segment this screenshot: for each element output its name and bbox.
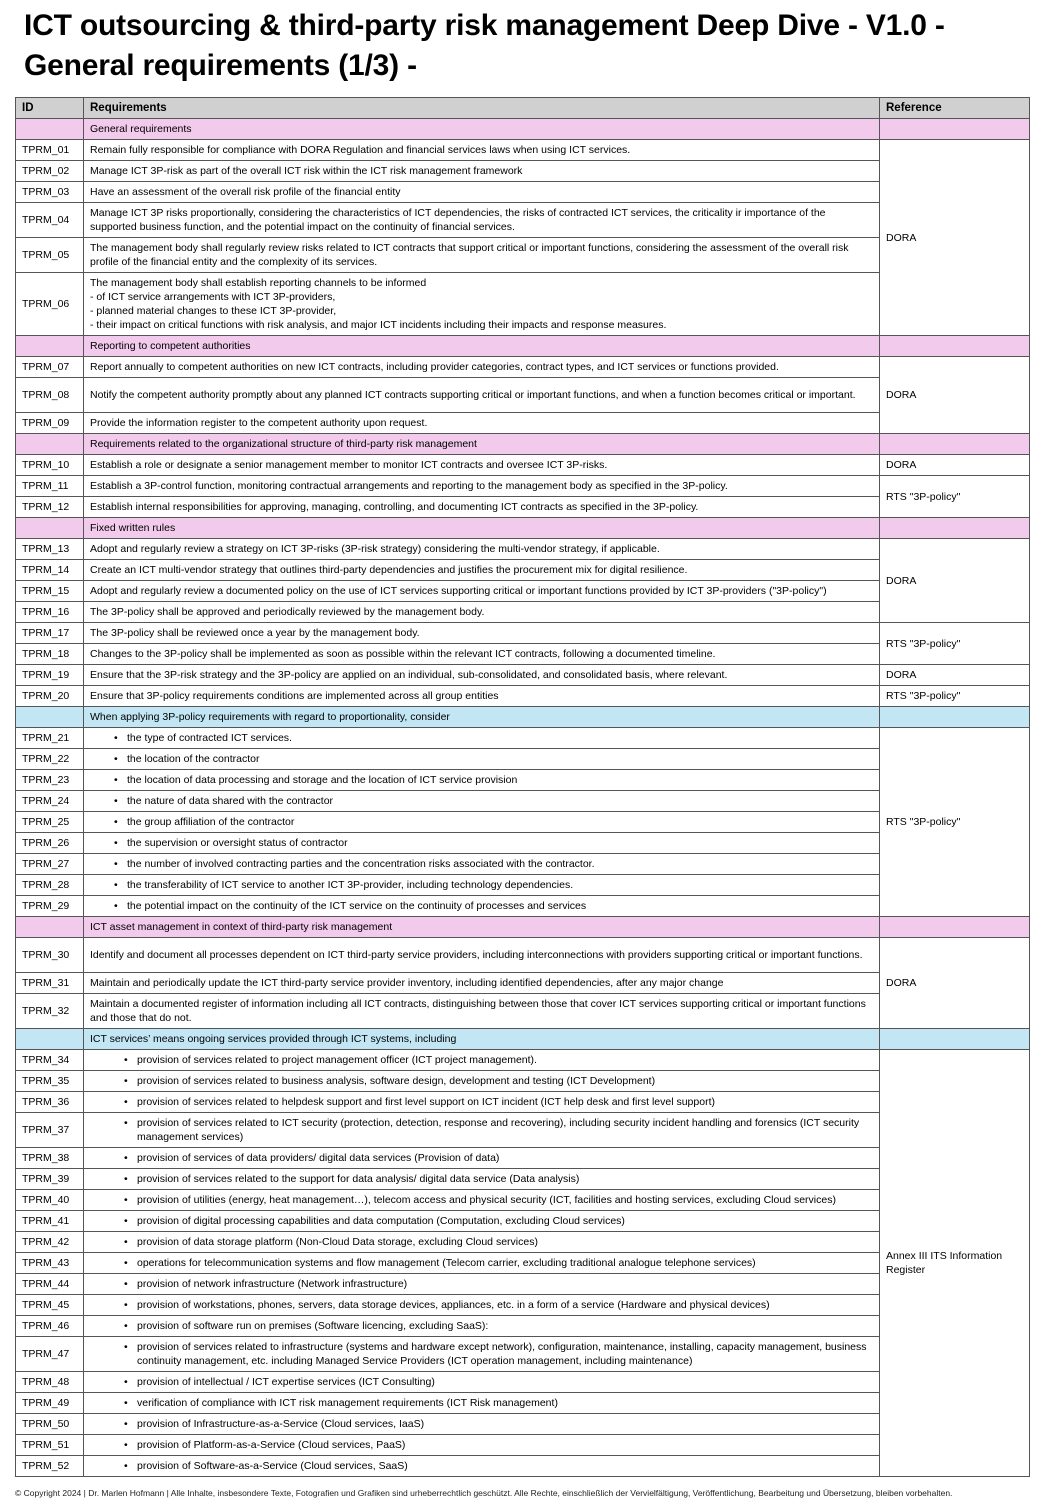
row-reference: RTS "3P-policy": [880, 623, 1030, 665]
row-id: TPRM_07: [16, 357, 84, 378]
table-row: [16, 875, 1030, 896]
table-row: [16, 539, 1030, 560]
table-row: [16, 140, 1030, 161]
row-reference: RTS "3P-policy": [880, 476, 1030, 518]
row-id: TPRM_02: [16, 161, 84, 182]
table-row: [16, 581, 1030, 602]
table-row: [16, 1148, 1030, 1169]
bullet-item: [90, 752, 873, 766]
bullet-icon: •: [124, 1194, 128, 1206]
row-text: Ensure that the 3P-risk strategy and the 3P-policy are applied on an individual, sub-consolidated, and consolidated basis, where relevant.: [84, 665, 880, 686]
row-text: provision of digital processing capabilities and data computation (Computation, excluding Cloud services): [137, 1215, 625, 1227]
row-text: Have an assessment of the overall risk profile of the financial entity: [84, 182, 880, 203]
bullet-icon: •: [114, 879, 118, 891]
bullet-icon: •: [124, 1376, 128, 1388]
row-text: Adopt and regularly review a documented policy on the use of ICT services supporting critical or important functions provided by ICT 3P-providers ("3P-policy"): [84, 581, 880, 602]
bullet-icon: •: [114, 732, 118, 744]
table-row: [16, 770, 1030, 791]
row-id: TPRM_01: [16, 140, 84, 161]
row-text: the nature of data shared with the contractor: [127, 795, 334, 807]
row-id: TPRM_30: [16, 938, 84, 973]
table-row: [16, 1316, 1030, 1337]
header-reference: Reference: [880, 98, 1030, 119]
row-text: Adopt and regularly review a strategy on ICT 3P-risks (3P-risk strategy) considering the multi-vendor strategy, if applicable.: [84, 539, 880, 560]
section-row: [16, 1029, 1030, 1050]
table-row: [16, 896, 1030, 917]
row-text-line: - their impact on critical functions with risk analysis, and major ICT incidents including their impacts and response measures.: [90, 319, 667, 331]
table-header-row: [16, 98, 1030, 119]
row-text: Establish a 3P-control function, monitoring contractual arrangements and reporting to the management body as specified in the 3P-policy.: [84, 476, 880, 497]
table-row: [16, 378, 1030, 413]
row-id: TPRM_35: [16, 1071, 84, 1092]
table-row: [16, 973, 1030, 994]
bullet-item: [90, 773, 873, 787]
row-id: TPRM_21: [16, 728, 84, 749]
bullet-item: [90, 1235, 873, 1249]
bullet-icon: •: [114, 837, 118, 849]
row-text: provision of Infrastructure-as-a-Service (Cloud services, IaaS): [137, 1418, 425, 1430]
row-id: TPRM_36: [16, 1092, 84, 1113]
table-row: [16, 833, 1030, 854]
section-title: ICT services’ means ongoing services provided through ICT systems, including: [84, 1029, 880, 1050]
row-text: provision of data storage platform (Non-Cloud Data storage, excluding Cloud services): [137, 1236, 538, 1248]
row-text: the potential impact on the continuity of the ICT service on the continuity of processes and services: [127, 900, 587, 912]
row-text: provision of services related to infrastructure (systems and hardware except network), configuration, maintenance, installing, capacity management, business continuity management, etc. including Managed Service Providers (ICT operation management, including maintenance): [137, 1341, 867, 1367]
bullet-item: [90, 1375, 873, 1389]
row-text: the number of involved contracting parties and the concentration risks associated with the contractor.: [127, 858, 595, 870]
bullet-icon: •: [114, 858, 118, 870]
row-id: TPRM_44: [16, 1274, 84, 1295]
table-row: [16, 1232, 1030, 1253]
row-text: The management body shall regularly review risks related to ICT contracts that support critical or important functions, considering the assessment of the overall risk profile of the financial entity and the complexity of its services.: [84, 238, 880, 273]
row-id: TPRM_24: [16, 791, 84, 812]
bullet-icon: •: [124, 1320, 128, 1332]
row-id: TPRM_11: [16, 476, 84, 497]
row-reference: DORA: [880, 357, 1030, 434]
bullet-icon: •: [124, 1096, 128, 1108]
row-text: Maintain a documented register of information including all ICT contracts, distinguishing between those that cover ICT services supporting critical or important functions and those that do not.: [84, 994, 880, 1029]
section-title: When applying 3P-policy requirements with regard to proportionality, consider: [84, 707, 880, 728]
bullet-item: [90, 1116, 873, 1144]
row-id: TPRM_03: [16, 182, 84, 203]
row-id: TPRM_06: [16, 273, 84, 336]
bullet-icon: •: [114, 816, 118, 828]
bullet-icon: •: [124, 1215, 128, 1227]
row-reference: DORA: [880, 539, 1030, 623]
section-row: [16, 119, 1030, 140]
row-id: TPRM_14: [16, 560, 84, 581]
page-title: ICT outsourcing & third-party risk management Deep Dive - V1.0 - General requirements (1/3) -: [24, 9, 945, 82]
row-id: TPRM_05: [16, 238, 84, 273]
row-text: provision of services related to ICT security (protection, detection, response and recovering), including security incident handling and forensics (ICT security management services): [137, 1117, 860, 1143]
row-id: TPRM_22: [16, 749, 84, 770]
row-text: provision of services related to helpdesk support and first level support on ICT incident (ICT help desk and first level support): [137, 1096, 715, 1108]
row-id: TPRM_19: [16, 665, 84, 686]
bullet-item: [90, 1095, 873, 1109]
row-text: provision of Platform-as-a-Service (Cloud services, PaaS): [137, 1439, 406, 1451]
row-id: TPRM_29: [16, 896, 84, 917]
row-id: TPRM_09: [16, 413, 84, 434]
row-text: Provide the information register to the competent authority upon request.: [84, 413, 880, 434]
table-row: [16, 1372, 1030, 1393]
row-text: provision of services related to the support for data analysis/ digital data service (Data analysis): [137, 1173, 580, 1185]
table-row: [16, 1337, 1030, 1372]
table-row: [16, 1414, 1030, 1435]
row-text: Ensure that 3P-policy requirements conditions are implemented across all group entities: [84, 686, 880, 707]
row-id: TPRM_25: [16, 812, 84, 833]
row-id: TPRM_37: [16, 1113, 84, 1148]
row-id: TPRM_31: [16, 973, 84, 994]
row-id: TPRM_26: [16, 833, 84, 854]
row-text: Notify the competent authority promptly about any planned ICT contracts supporting critical or important functions, and when a function becomes critical or important.: [84, 378, 880, 413]
section-row: [16, 917, 1030, 938]
row-id: TPRM_48: [16, 1372, 84, 1393]
table-row: [16, 1253, 1030, 1274]
section-title: General requirements: [84, 119, 880, 140]
row-text: the supervision or oversight status of contractor: [127, 837, 348, 849]
bullet-icon: •: [114, 795, 118, 807]
bullet-item: [90, 1438, 873, 1452]
table-row: [16, 273, 1030, 336]
row-text: the type of contracted ICT services.: [127, 732, 292, 744]
row-id: TPRM_34: [16, 1050, 84, 1071]
table-row: [16, 238, 1030, 273]
bullet-item: [90, 1053, 873, 1067]
bullet-icon: •: [124, 1460, 128, 1472]
bullet-item: [90, 1417, 873, 1431]
section-title: Reporting to competent authorities: [84, 336, 880, 357]
row-id: TPRM_42: [16, 1232, 84, 1253]
table-row: [16, 1092, 1030, 1113]
table-row: [16, 1211, 1030, 1232]
section-row: [16, 707, 1030, 728]
bullet-icon: •: [124, 1397, 128, 1409]
row-id: TPRM_08: [16, 378, 84, 413]
requirements-table: [15, 97, 1030, 1477]
bullet-item: [90, 857, 873, 871]
section-title: Requirements related to the organizational structure of third-party risk management: [84, 434, 880, 455]
table-row: [16, 413, 1030, 434]
row-id: TPRM_23: [16, 770, 84, 791]
header-requirements: Requirements: [84, 98, 880, 119]
bullet-item: [90, 1151, 873, 1165]
bullet-item: [90, 878, 873, 892]
row-id: TPRM_17: [16, 623, 84, 644]
row-text: Changes to the 3P-policy shall be implemented as soon as possible within the relevant ICT contracts, following a documented timeline.: [84, 644, 880, 665]
row-text: provision of Software-as-a-Service (Cloud services, SaaS): [137, 1460, 408, 1472]
row-reference: RTS "3P-policy": [880, 728, 1030, 917]
bullet-item: [90, 1459, 873, 1473]
table-row: [16, 1113, 1030, 1148]
row-text: Maintain and periodically update the ICT third-party service provider inventory, including identified dependencies, after any major change: [84, 973, 880, 994]
row-text: the location of data processing and storage and the location of ICT service provision: [127, 774, 518, 786]
copyright-footer: © Copyright 2024 | Dr. Marlen Hofmann | Alle Inhalte, insbesondere Texte, Fotografien und Grafiken sind urheberrechtlich geschützt. Alle Rechte, einschließlich der Vervielfältigung, Veröffentlichung, Bearbeitung und Übersetzung, bleiben vorbehalten.: [15, 1488, 953, 1498]
row-text: the transferability of ICT service to another ICT 3P-provider, including technology dependencies.: [127, 879, 574, 891]
table-row: [16, 182, 1030, 203]
row-text: provision of network infrastructure (Network infrastructure): [137, 1278, 408, 1290]
row-id: TPRM_51: [16, 1435, 84, 1456]
table-row: [16, 602, 1030, 623]
table-row: [16, 686, 1030, 707]
table-row: [16, 938, 1030, 973]
row-text-line: The management body shall establish reporting channels to be informed: [90, 277, 427, 289]
row-id: TPRM_50: [16, 1414, 84, 1435]
row-text: provision of services related to business analysis, software design, development and testing (ICT Development): [137, 1075, 656, 1087]
table-row: [16, 623, 1030, 644]
bullet-item: [90, 1340, 873, 1368]
table-row: [16, 1071, 1030, 1092]
bullet-item: [90, 1214, 873, 1228]
row-id: TPRM_10: [16, 455, 84, 476]
bullet-icon: •: [114, 774, 118, 786]
row-id: TPRM_27: [16, 854, 84, 875]
bullet-icon: •: [124, 1418, 128, 1430]
table-row: [16, 1456, 1030, 1477]
table-row: [16, 1190, 1030, 1211]
row-id: TPRM_45: [16, 1295, 84, 1316]
row-text: The 3P-policy shall be approved and periodically reviewed by the management body.: [84, 602, 880, 623]
table-row: [16, 644, 1030, 665]
row-id: TPRM_46: [16, 1316, 84, 1337]
row-text: The 3P-policy shall be reviewed once a year by the management body.: [84, 623, 880, 644]
bullet-item: [90, 836, 873, 850]
row-reference: Annex III ITS Information Register: [880, 1050, 1030, 1477]
row-id: TPRM_43: [16, 1253, 84, 1274]
bullet-icon: •: [124, 1117, 128, 1129]
bullet-item: [90, 1277, 873, 1291]
table-row: [16, 854, 1030, 875]
header-id: ID: [16, 98, 84, 119]
row-reference: DORA: [880, 140, 1030, 336]
row-id: TPRM_28: [16, 875, 84, 896]
section-row: [16, 518, 1030, 539]
bullet-icon: •: [124, 1075, 128, 1087]
table-row: [16, 357, 1030, 378]
bullet-icon: •: [114, 900, 118, 912]
bullet-icon: •: [124, 1054, 128, 1066]
row-id: TPRM_18: [16, 644, 84, 665]
row-reference: RTS "3P-policy": [880, 686, 1030, 707]
row-text: Manage ICT 3P risks proportionally, considering the characteristics of ICT dependencies, the risks of contracted ICT services, the criticality ir importance of the supported business function, and the potential impact on the continuity of financial services.: [84, 203, 880, 238]
bullet-icon: •: [124, 1173, 128, 1185]
bullet-item: [90, 899, 873, 913]
section-row: [16, 434, 1030, 455]
bullet-icon: •: [114, 753, 118, 765]
row-id: TPRM_13: [16, 539, 84, 560]
bullet-item: [90, 1319, 873, 1333]
row-text-line: - planned material changes to these ICT 3P-provider,: [90, 305, 337, 317]
row-text: Establish a role or designate a senior management member to monitor ICT contracts and oversee ICT 3P-risks.: [84, 455, 880, 476]
row-id: TPRM_40: [16, 1190, 84, 1211]
row-id: TPRM_16: [16, 602, 84, 623]
row-text: Establish internal responsibilities for approving, managing, controlling, and documenting ICT contracts as specified in the 3P-policy.: [84, 497, 880, 518]
row-reference: DORA: [880, 938, 1030, 1029]
row-text: provision of utilities (energy, heat management…), telecom access and physical security (ICT, facilities and hosting services, excluding Cloud services): [137, 1194, 836, 1206]
section-row: [16, 336, 1030, 357]
row-id: TPRM_20: [16, 686, 84, 707]
row-text-line: - of ICT service arrangements with ICT 3P-providers,: [90, 291, 336, 303]
row-text: Manage ICT 3P-risk as part of the overall ICT risk within the ICT risk management framework: [84, 161, 880, 182]
bullet-item: [90, 1298, 873, 1312]
table-row: [16, 749, 1030, 770]
row-text: Create an ICT multi-vendor strategy that outlines third-party dependencies and justifies the procurement mix for digital resilience.: [84, 560, 880, 581]
table-row: [16, 455, 1030, 476]
section-title: Fixed written rules: [84, 518, 880, 539]
row-text: provision of workstations, phones, servers, data storage devices, appliances, etc. in a form of a service (Hardware and physical devices): [137, 1299, 770, 1311]
row-text: provision of software run on premises (Software licencing, excluding SaaS):: [137, 1320, 489, 1332]
bullet-item: [90, 731, 873, 745]
bullet-item: [90, 1193, 873, 1207]
table-row: [16, 665, 1030, 686]
row-id: TPRM_38: [16, 1148, 84, 1169]
table-row: [16, 1274, 1030, 1295]
row-text: provision of services related to project management officer (ICT project management).: [137, 1054, 537, 1066]
bullet-item: [90, 1172, 873, 1186]
row-reference: DORA: [880, 665, 1030, 686]
row-text: verification of compliance with ICT risk management requirements (ICT Risk management): [137, 1397, 558, 1409]
row-id: TPRM_04: [16, 203, 84, 238]
row-reference: DORA: [880, 455, 1030, 476]
table-row: [16, 1435, 1030, 1456]
row-text: operations for telecommunication systems and flow management (Telecom carrier, excluding traditional analogue telephone services): [137, 1257, 756, 1269]
table-row: [16, 1393, 1030, 1414]
row-text: the location of the contractor: [127, 753, 260, 765]
row-text: Identify and document all processes dependent on ICT third-party service providers, including interconnections with providers supporting critical or important functions.: [84, 938, 880, 973]
table-row: [16, 203, 1030, 238]
table-row: [16, 791, 1030, 812]
section-title: ICT asset management in context of third-party risk management: [84, 917, 880, 938]
bullet-item: [90, 1396, 873, 1410]
row-id: TPRM_41: [16, 1211, 84, 1232]
table-row: [16, 1295, 1030, 1316]
row-id: TPRM_49: [16, 1393, 84, 1414]
bullet-icon: •: [124, 1257, 128, 1269]
row-text: provision of services of data providers/ digital data services (Provision of data): [137, 1152, 500, 1164]
row-id: TPRM_47: [16, 1337, 84, 1372]
table-row: [16, 497, 1030, 518]
row-text: provision of intellectual / ICT expertise services (ICT Consulting): [137, 1376, 435, 1388]
bullet-icon: •: [124, 1341, 128, 1353]
bullet-icon: •: [124, 1299, 128, 1311]
bullet-item: [90, 815, 873, 829]
table-row: [16, 1169, 1030, 1190]
bullet-icon: •: [124, 1236, 128, 1248]
row-id: TPRM_52: [16, 1456, 84, 1477]
row-id: TPRM_32: [16, 994, 84, 1029]
table-row: [16, 994, 1030, 1029]
row-text: Remain fully responsible for compliance with DORA Regulation and financial services laws when using ICT services.: [84, 140, 880, 161]
table-row: [16, 1050, 1030, 1071]
table-row: [16, 476, 1030, 497]
table-row: [16, 812, 1030, 833]
row-id: TPRM_15: [16, 581, 84, 602]
table-row: [16, 161, 1030, 182]
bullet-icon: •: [124, 1152, 128, 1164]
bullet-icon: •: [124, 1278, 128, 1290]
row-id: TPRM_39: [16, 1169, 84, 1190]
row-text: the group affiliation of the contractor: [127, 816, 295, 828]
bullet-item: [90, 1074, 873, 1088]
table-row: [16, 560, 1030, 581]
row-text: Report annually to competent authorities on new ICT contracts, including provider categories, contract types, and ICT services or functions provided.: [84, 357, 880, 378]
table-row: [16, 728, 1030, 749]
row-id: TPRM_12: [16, 497, 84, 518]
bullet-item: [90, 1256, 873, 1270]
bullet-item: [90, 794, 873, 808]
bullet-icon: •: [124, 1439, 128, 1451]
row-text: [84, 273, 880, 336]
